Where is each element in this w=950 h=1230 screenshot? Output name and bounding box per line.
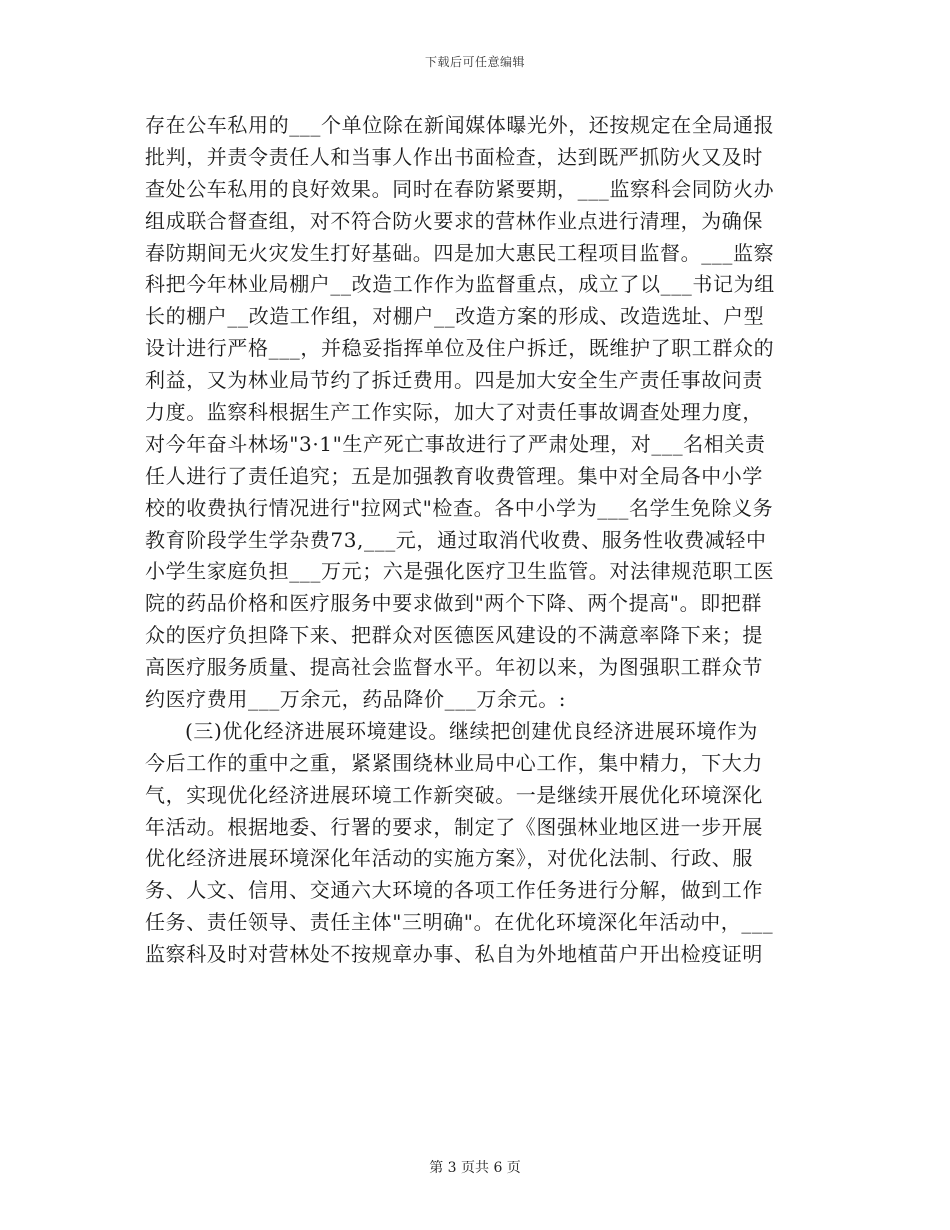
text-line: 存在公车私用的___个单位除在新闻媒体曝光外，还按规定在全局通报	[145, 113, 775, 137]
text-line: 今后工作的重中之重，紧紧围绕林业局中心工作，集中精力，下大力	[145, 750, 763, 775]
header-note: 下载后可任意编辑	[424, 55, 525, 69]
text-line: 监察科及时对营林处不按规章办事、私自为外地植苗户开出检疫证明	[145, 942, 763, 967]
text-line: 高医疗服务质量、提高社会监督水平。年初以来，为图强职工群众节	[145, 655, 763, 680]
text-line: 校的收费执行情况进行"拉网式"检查。各中小学为___名学生免除义务	[145, 495, 774, 520]
text-line: 批判，并责令责任人和当事人作出书面检查，达到既严抓防火又及时	[145, 144, 763, 169]
text-line: 对今年奋斗林场"3·1"生产死亡事故进行了严肃处理，对___名相关责	[145, 431, 766, 456]
text-line: 利益，又为林业局节约了拆迁费用。四是加大安全生产责任事故问责	[145, 368, 763, 393]
text-line: 小学生家庭负担___万元；六是强化医疗卫生监管。对法律规范职工医	[145, 559, 775, 584]
document-body	[145, 110, 805, 971]
page-number: 第 3 页共 6 页	[429, 1160, 521, 1176]
text-line: 查处公车私用的良好效果。同时在春防紧要期，___监察科会同防火办	[145, 176, 775, 201]
text-line: 约医疗费用___万余元，药品降价___万余元。:	[145, 687, 567, 712]
text-line: 任人进行了责任追究；五是加强教育收费管理。集中对全局各中小学	[145, 463, 763, 488]
paragraph-start-line: (三)优化经济进展环境建设。继续把创建优良经济进展环境作为	[185, 718, 759, 743]
text-line: 春防期间无火灾发生打好基础。四是加大惠民工程项目监督。___监察	[145, 240, 775, 265]
text-line: 设计进行严格___，并稳妥指挥单位及住户拆迁，既维护了职工群众的	[145, 336, 775, 361]
text-line: 气，实现优化经济进展环境工作新突破。一是继续开展优化环境深化	[145, 782, 763, 807]
text-line: 组成联合督查组，对不符合防火要求的营林作业点进行清理，为确保	[145, 208, 763, 233]
text-line: 长的棚户__改造工作组，对棚户__改造方案的形成、改造选址、户型	[145, 304, 765, 329]
text-line: 院的药品价格和医疗服务中要求做到"两个下降、两个提高"。即把群	[145, 591, 762, 616]
text-line: 科把今年林业局棚户__改造工作作为监督重点，成立了以___书记为组	[145, 272, 775, 297]
text-line: 众的医疗负担降下来、把群众对医德医风建设的不满意率降下来；提	[145, 623, 763, 648]
text-line: 力度。监察科根据生产工作实际，加大了对责任事故调查处理力度，	[145, 400, 763, 425]
text-line: 年活动。根据地委、行署的要求，制定了《图强林业地区进一步开展	[145, 814, 763, 839]
text-line: 优化经济进展环境深化年活动的实施方案》，对优化法制、行政、服	[145, 846, 753, 871]
text-line: 任务、责任领导、责任主体"三明确"。在优化环境深化年活动中，___	[145, 910, 774, 935]
text-line: 教育阶段学生学杂费73,___元，通过取消代收费、服务性收费减轻中	[145, 527, 767, 552]
text-line: 务、人文、信用、交通六大环境的各项工作任务进行分解，做到工作	[145, 878, 763, 903]
